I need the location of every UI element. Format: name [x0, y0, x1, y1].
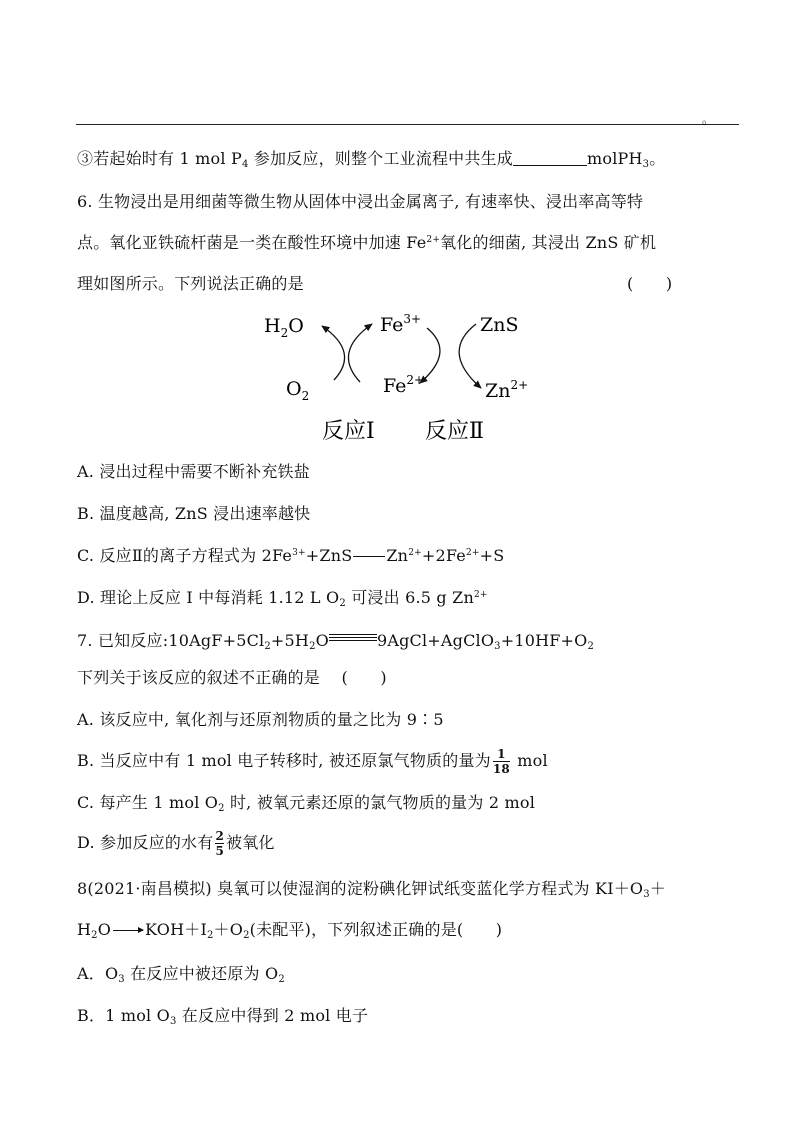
q6-stem-line2: 点。氧化亚铁硫杆菌是一类在酸性环境中加速 $Fe^{2+}$氧化的细菌, 其浸出 ZnS 矿机: [77, 233, 657, 252]
fraction-1-18: $\frac{1}{18}$: [492, 747, 510, 776]
arrow-fe2-to-fe3: [348, 324, 372, 382]
q7-option-c[interactable]: C. 每产生 1 mol $O_2$ 时, 被氧元素还原的氯气物质的量为 2 mol: [77, 793, 536, 814]
q8-stem-line1: 8(2021·南昌模拟) 臭氧可以使湿润的淀粉碘化钾试纸变蓝化学方程式为 $KI+O_3+$: [77, 879, 666, 900]
q6-option-c[interactable]: C. 反应Ⅱ的离子方程式为 $2Fe^{3+}+ZnS$ $Zn^{2+}+2Fe^{2+}+S$: [77, 546, 505, 565]
header-mark: 。: [702, 112, 715, 126]
q6-option-b[interactable]: B. 温度越高, ZnS 浸出速率越快: [77, 504, 311, 523]
q3-line: ③若起始时有 1 mol $P_4$ 参加反应，则整个工业流程中共生成 molPH$_3$。: [77, 149, 666, 170]
leaching-mechanism-diagram: [250, 300, 550, 450]
o2-label: $O_2$: [286, 378, 310, 403]
q7-option-a[interactable]: A. 该反应中, 氧化剂与还原剂物质的量之比为 9∶5: [77, 710, 444, 729]
reaction-2-label: 反应Ⅱ: [425, 419, 484, 444]
fe3-label: $Fe^{3+}$: [380, 312, 422, 336]
h2o-label: $H_2O$: [264, 315, 304, 340]
answer-blank[interactable]: [513, 151, 587, 166]
q7-option-d[interactable]: D. 参加反应的水有 $\frac{2}{5}$ 被氧化: [77, 829, 275, 858]
fe2-label: $Fe^{2+}$: [383, 373, 425, 397]
fraction-2-5: $\frac{2}{5}$: [215, 829, 224, 858]
zn2-label: $Zn^{2+}$: [485, 378, 529, 402]
header-rule: [76, 124, 739, 125]
q7-equation: 7. 已知反应$:10AgF+5Cl_2+5H_2O$ $9AgCl+AgClO_3+10HF+O_2$: [77, 631, 595, 652]
q8-stem-line2: $H_2O$ $KOH+I_2+O_2$(未配平)，下列叙述正确的是( ): [77, 920, 503, 941]
arrow-o2-to-h2o: [322, 326, 345, 380]
q8-option-a[interactable]: A．$O_3$ 在反应中被还原为 $O_2$: [77, 964, 285, 985]
q7-option-b[interactable]: B. 当反应中有 1 mol 电子转移时, 被还原氯气物质的量为 $\frac{1}{18}$ mol: [77, 747, 548, 776]
q6-stem-line1: 6. 生物浸出是用细菌等微生物从固体中浸出金属离子, 有速率快、浸出率高等特: [77, 192, 644, 211]
reaction-1-label: 反应Ⅰ: [322, 419, 375, 444]
q6-option-d[interactable]: D. 理论上反应 I 中每消耗 1.12 L $O_2$ 可浸出 6.5 g $Zn^{2+}$: [77, 588, 488, 609]
q6-option-a[interactable]: A. 浸出过程中需要不断补充铁盐: [77, 462, 310, 481]
arrow-zns-to-zn2: [459, 324, 481, 388]
q8-option-b[interactable]: B．1 mol $O_3$ 在反应中得到 2 mol 电子: [77, 1006, 369, 1027]
q7-stem: 下列关于该反应的叙述不正确的是 ( ): [77, 668, 387, 687]
zns-label: ZnS: [480, 314, 519, 336]
q6-stem-line3: 理如图所示。下列说法正确的是: [77, 274, 304, 293]
q6-answer-bracket: ( ): [627, 274, 673, 293]
